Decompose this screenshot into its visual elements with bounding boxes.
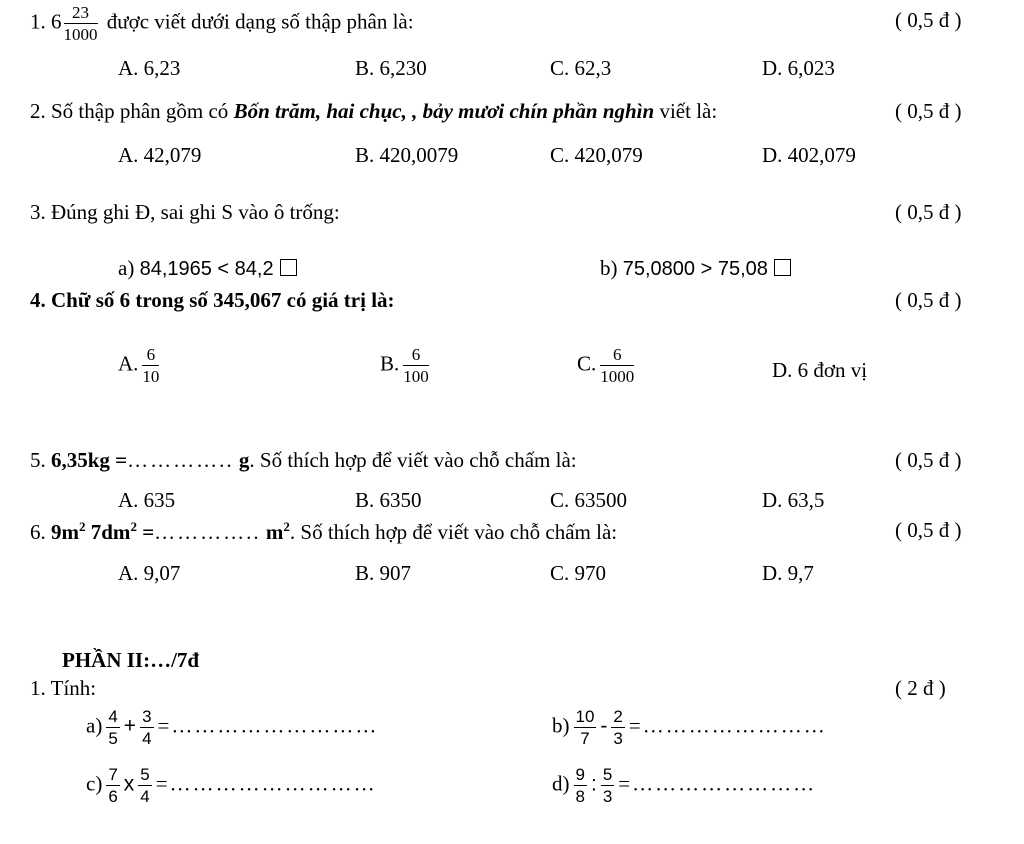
question-1-option-c: C. 62,3: [550, 56, 612, 80]
question-4-option-b-fraction: $\frac{6}{100}$: [403, 345, 429, 386]
question-1-option-a: A. 6,23: [118, 56, 181, 80]
question-4-option-a-fraction: $\frac{6}{10}$: [142, 345, 160, 386]
question-4-option-b-label: B.: [380, 351, 400, 376]
part-2-a-answer[interactable]: =………………………: [157, 713, 379, 738]
question-3-a-answer-box[interactable]: [280, 259, 297, 276]
question-3-a-expression: 84,1965 < 84,2: [139, 258, 274, 280]
part-2-task-1: 1. Tính:: [30, 676, 97, 700]
question-2-points: ( 0,5 đ ): [895, 99, 962, 123]
question-3-b: [600, 258, 791, 279]
question-5-points: ( 0,5 đ ): [895, 448, 962, 472]
question-4-option-c-fraction: $\frac{6}{1000}$: [600, 345, 635, 386]
question-6-option-c: C. 970: [550, 561, 607, 585]
question-5-blank[interactable]: …………..: [127, 448, 234, 472]
question-4-option-d: D. 6 đơn vị: [772, 358, 868, 382]
question-1-number: 1.: [30, 9, 46, 34]
question-6-number: 6.: [30, 520, 46, 544]
question-5-text: . Số thích hợp để viết vào chỗ chấm là:: [249, 448, 577, 472]
question-6: [30, 520, 617, 543]
part-2-c-answer[interactable]: =………………………: [155, 771, 377, 796]
question-3-a-label: a): [118, 256, 135, 280]
part-2-c-label: c): [86, 771, 103, 796]
question-6-blank[interactable]: …………..: [154, 520, 261, 544]
question-2-emphasis: Bốn trăm, hai chục, , bảy mươi chín phần nghìn: [233, 99, 655, 123]
question-3-text: 3. Đúng ghi Đ, sai ghi S vào ô trống:: [30, 200, 340, 224]
question-1-fraction: $\frac{23}{1000}$: [63, 3, 98, 44]
question-1-option-d: D. 6,023: [762, 56, 835, 80]
question-1-option-b: B. 6,230: [355, 56, 427, 80]
question-6-option-a: A. 9,07: [118, 561, 181, 585]
question-5-number: 5.: [30, 448, 46, 472]
question-6-lhs: $9m^2$ $7dm^2$ =: [51, 519, 155, 544]
question-1-text: được viết dưới dạng số thập phân là:: [106, 9, 414, 34]
question-4-option-c-label: C.: [577, 351, 597, 376]
question-6-option-b: B. 907: [355, 561, 412, 585]
question-2-option-a: A. 42,079: [118, 143, 202, 167]
question-4-text: 4. Chữ số 6 trong số 345,067 có giá trị là:: [30, 288, 395, 312]
question-4-points: ( 0,5 đ ): [895, 288, 962, 312]
part-2-expression-b: b) $\frac{10}{7}$ - $\frac{2}{3}$ =……………………: [552, 707, 827, 748]
part-2-task-1-points: ( 2 đ ): [895, 676, 946, 700]
question-6-text: . Số thích hợp để viết vào chỗ chấm là:: [289, 520, 618, 544]
question-6-unit: $m^2$: [265, 519, 290, 544]
question-2-option-d: D. 402,079: [762, 143, 856, 167]
question-5-option-c: C. 63500: [550, 488, 628, 512]
question-3-b-expression: 75,0800 > 75,08: [622, 258, 768, 280]
question-3-b-label: b): [600, 256, 618, 280]
question-6-option-d: D. 9,7: [762, 561, 814, 585]
part-2-expression-c: c) $\frac{7}{6}$ x $\frac{5}{4}$ =………………………: [86, 765, 377, 806]
part-2-expression-a: a) $\frac{4}{5}$ + $\frac{3}{4}$ =………………………: [86, 707, 379, 748]
question-5-unit: g: [238, 448, 250, 472]
question-5-option-b: B. 6350: [355, 488, 422, 512]
part-2-heading: PHẦN II:…/7đ: [62, 648, 200, 672]
part-2-d-answer[interactable]: =……………………: [618, 771, 817, 796]
question-5-option-d: D. 63,5: [762, 488, 825, 512]
question-2-prefix: 2. Số thập phân gồm có: [30, 99, 234, 123]
question-4-option-a-label: A.: [118, 351, 139, 376]
question-5-lhs: 6,35kg =: [51, 448, 128, 472]
question-6-points: ( 0,5 đ ): [895, 518, 962, 542]
question-5: [30, 450, 577, 471]
question-3-a: [118, 258, 297, 279]
question-3-points: ( 0,5 đ ): [895, 200, 962, 224]
question-4-option-a: [118, 346, 163, 386]
question-3-b-answer-box[interactable]: [774, 259, 791, 276]
part-2-b-label: b): [552, 713, 570, 738]
question-4-option-b: [380, 346, 433, 386]
question-1: [30, 4, 414, 44]
question-2-option-c: C. 420,079: [550, 143, 643, 167]
part-2-a-label: a): [86, 713, 103, 738]
question-5-option-a: A. 635: [118, 488, 176, 512]
question-2-option-b: B. 420,0079: [355, 143, 459, 167]
part-2-b-answer[interactable]: =……………………: [628, 713, 827, 738]
part-2-d-label: d): [552, 771, 570, 796]
question-1-whole: 6: [51, 9, 62, 34]
part-2-expression-d: d) $\frac{9}{8}$ : $\frac{5}{3}$ =……………………: [552, 765, 817, 806]
question-4-option-c: [577, 346, 638, 386]
question-2: [30, 101, 717, 122]
question-1-points: ( 0,5 đ ): [895, 8, 962, 32]
question-2-suffix: viết là:: [654, 99, 718, 123]
